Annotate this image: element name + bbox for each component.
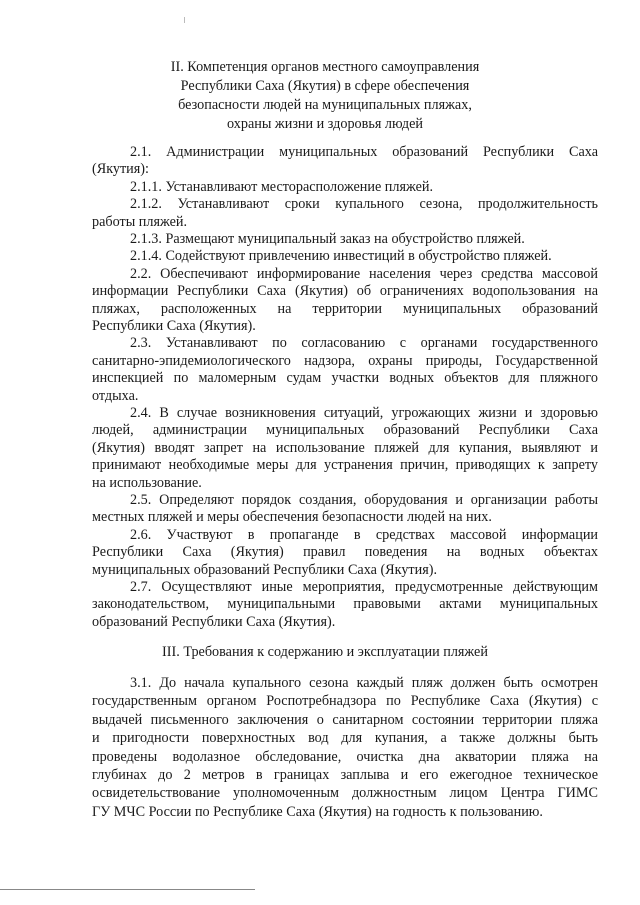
text-line: муниципальных образований Республики Саха (Якутия). xyxy=(92,561,438,578)
text-line: законодательством, муниципальными правовыми актами муниципальных xyxy=(92,596,598,613)
text-line: (Якутия) вводят запрет на использование пляжей для купания, выявляют и xyxy=(92,439,598,456)
text-line: 2.1.1. Устанавливают месторасположение пляжей. xyxy=(130,178,434,195)
text-line: работы пляжей. xyxy=(92,213,188,230)
text-line: 2.4. В случае возникновения ситуаций, угрожающих жизни и здоровью xyxy=(130,405,598,421)
heading-line: безопасности людей на муниципальных пляжах, xyxy=(178,97,472,113)
text-line: 2.7. Осуществляют иные мероприятия, предусмотренные действующим xyxy=(130,579,598,595)
text-line: 3.1. До начала купального сезона каждый пляж должен быть осмотрен xyxy=(130,675,598,691)
text-line: 2.6. Участвуют в пропаганде в средствах массовой информации xyxy=(130,526,598,543)
heading-line: III. Требования к содержанию и эксплуатации пляжей xyxy=(162,644,488,660)
text-line: Республики Саха (Якутия) правил поведения на водных объектах xyxy=(92,544,598,561)
text-line: ГУ МЧС России по Республике Саха (Якутия) на годность к пользованию. xyxy=(92,803,543,820)
section-3-heading xyxy=(80,643,570,662)
heading-line: II. Компетенция органов местного самоуправления xyxy=(170,59,480,75)
text-line: освидетельствование уполномоченным должностным лицом Центра ГИМС xyxy=(92,785,598,802)
text-line: 2.5. Определяют порядок создания, оборудования и организации работы xyxy=(130,492,598,508)
text-line: 2.2. Обеспечивают информирование населения через средства массовой xyxy=(130,265,598,282)
text-line: 2.1. Администрации муниципальных образований Республики Саха xyxy=(130,144,598,160)
footnote-divider xyxy=(0,889,255,890)
text-line: государственным органом Роспотребнадзора по Республике Саха (Якутия) с xyxy=(92,693,598,710)
text-line: людей, администрации муниципальных образований Республики Саха xyxy=(92,422,598,439)
text-line: 2.1.4. Содействуют привлечению инвестиций в обустройство пляжей. xyxy=(130,248,552,265)
text-line: информации Республики Саха (Якутия) об ограничениях водопользования на xyxy=(92,283,598,300)
text-line: санитарно-эпидемиологического надзора, охраны природы, Государственной xyxy=(92,352,598,369)
text-line: образований Республики Саха (Якутия). xyxy=(92,613,336,630)
text-line: (Якутия): xyxy=(92,161,149,178)
section-2-heading xyxy=(80,58,570,134)
scan-mark xyxy=(184,17,185,23)
text-line: инспекцией по маломерным судам участки водных объектов для пляжного xyxy=(92,370,598,387)
text-line: отдыха. xyxy=(92,387,139,404)
text-line: проведены водолазное обследование, очистка дна акватории пляжа на xyxy=(92,748,598,765)
text-line: 2.1.2. Устанавливают сроки купального сезона, продолжительность xyxy=(130,196,598,213)
text-line: выдачей письменного заключения о санитарном состоянии территории пляжа xyxy=(92,711,598,728)
text-line: на использование. xyxy=(92,474,202,491)
text-line: принимают необходимые меры для устранения причин, приводящих к запрету xyxy=(92,457,598,474)
text-line: и пригодности поверхностных вод для купания, а также должны быть xyxy=(92,730,598,747)
text-line: 2.1.3. Размещают муниципальный заказ на обустройство пляжей. xyxy=(130,231,525,247)
text-line: 2.3. Устанавливают по согласованию с органами государственного xyxy=(130,335,598,352)
text-line: местных пляжей и меры обеспечения безопасности людей на них. xyxy=(92,509,492,526)
text-line: глубинах до 2 метров в границах заплыва и его ежегодное техническое xyxy=(92,767,598,783)
text-line: Республики Саха (Якутия). xyxy=(92,318,256,334)
heading-line: Республики Саха (Якутия) в сфере обеспечения xyxy=(180,78,470,94)
text-line: пляжах, расположенных на территории муниципальных образований xyxy=(92,300,598,317)
heading-line: охраны жизни и здоровья людей xyxy=(227,116,423,132)
